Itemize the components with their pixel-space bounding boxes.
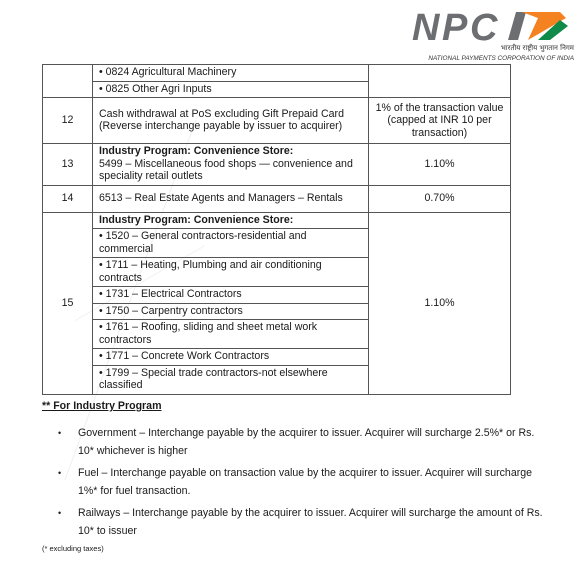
sr-cell: 14: [43, 185, 93, 212]
npci-logo-mark: [410, 4, 580, 44]
interchange-table: [42, 64, 511, 395]
rate-cell: 1.10%: [369, 212, 511, 394]
list-item: • 0824 Agricultural Machinery: [99, 66, 237, 78]
note-text: Railways – Interchange payable by the acquirer to issuer. Acquirer will surcharge the amount of Rs. 10* to issuer: [78, 507, 543, 537]
desc-cell: [93, 212, 369, 394]
desc-cell: [93, 98, 369, 144]
desc-cell: [93, 185, 369, 212]
bullet-icon: •: [58, 428, 62, 438]
footnote: (* excluding taxes): [42, 544, 104, 553]
logo-letter-p: P: [442, 7, 468, 44]
sr-cell: [43, 65, 93, 98]
list-item: • 1799 – Special trade contractors-not elsewhere classified: [93, 365, 368, 394]
logo-subtitle: NATIONAL PAYMENTS CORPORATION OF INDIA: [428, 55, 574, 62]
table-row: [43, 65, 511, 98]
list-item: • 1711 – Heating, Plumbing and air conditioning contracts: [93, 257, 368, 286]
description-text: Cash withdrawal at PoS excluding Gift Prepaid Card (Reverse interchange payable by issuer to acquirer): [99, 107, 344, 132]
industry-program-label: Industry Program: Convenience Store:: [99, 213, 294, 226]
logo-letter-i: [508, 12, 526, 40]
list-item: • 1771 – Concrete Work Contractors: [93, 348, 368, 365]
description-text: 5499 – Miscellaneous food shops — convenience and speciality retail outlets: [99, 157, 353, 182]
logo-letter-c: C: [470, 7, 498, 44]
desc-cell: [93, 144, 369, 186]
logo-hindi-text: भारतीय राष्ट्रीय भुगतान निगम: [500, 44, 574, 52]
rate-cell: 1.10%: [369, 144, 511, 186]
table-row: [43, 98, 511, 144]
table-row: [43, 212, 511, 394]
list-item: • 1520 – General contractors-residential and commercial: [93, 228, 368, 257]
list-item: • 0825 Other Agri Inputs: [93, 81, 368, 98]
list-item: • 1731 – Electrical Contractors: [93, 286, 368, 303]
notes-heading: ** For Industry Program: [42, 400, 162, 412]
table-row: [43, 144, 511, 186]
notes-list: [42, 424, 552, 540]
note-text: Fuel – Interchange payable on transaction value by the acquirer to issuer. Acquirer will surcharge 1%* for fuel transaction.: [78, 467, 533, 497]
list-item: • 1761 – Roofing, sliding and sheet metal work contractors: [93, 319, 368, 348]
description-text: 6513 – Real Estate Agents and Managers – Rentals: [99, 191, 343, 204]
note-text: Government – Interchange payable by the acquirer to issuer. Acquirer will surcharge 2.5%* or Rs. 10* whichever is higher: [78, 427, 535, 457]
list-item: [42, 424, 552, 460]
bullet-icon: •: [58, 468, 62, 478]
sr-cell: 13: [43, 144, 93, 186]
industry-program-notes: [42, 400, 552, 553]
industry-program-label: Industry Program: Convenience Store:: [99, 145, 294, 157]
list-item: [42, 464, 552, 500]
bullet-icon: •: [58, 508, 62, 518]
desc-cell: [93, 65, 369, 98]
sr-cell: 12: [43, 98, 93, 144]
table-row: [43, 185, 511, 212]
sr-cell: 15: [43, 212, 93, 394]
rate-cell: [369, 65, 511, 98]
rate-cell: 0.70%: [369, 185, 511, 212]
rate-cell: 1% of the transaction value (capped at INR 10 per transaction): [369, 98, 511, 144]
list-item: • 1750 – Carpentry contractors: [93, 303, 368, 320]
logo-letter-n: N: [412, 7, 440, 44]
npci-logo: [410, 4, 580, 64]
list-item: [42, 504, 552, 540]
description-block: [93, 144, 368, 185]
